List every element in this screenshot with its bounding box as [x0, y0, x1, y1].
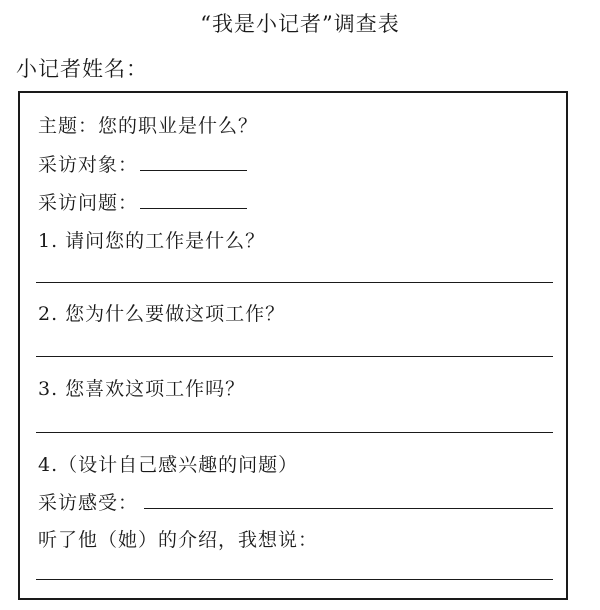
questions-row — [38, 188, 247, 215]
question-2: 2. 您为什么要做这项工作？ — [38, 303, 286, 325]
questions-blank[interactable] — [140, 190, 247, 209]
after-intro-text: 听了他（她）的介绍，我想说： — [38, 529, 319, 551]
survey-form-box — [18, 91, 568, 600]
feeling-label: 采访感受： — [38, 492, 139, 514]
topic-text: 主题：您的职业是什么？ — [38, 115, 259, 137]
interviewee-row — [38, 150, 247, 177]
reporter-name-label — [16, 53, 148, 83]
answer-line-3[interactable] — [36, 432, 553, 433]
question-3: 3. 您喜欢这项工作吗？ — [38, 378, 246, 400]
reporter-name-label-text: 小记者姓名： — [16, 57, 148, 81]
questions-label: 采访问题： — [38, 192, 139, 214]
interviewee-blank[interactable] — [140, 152, 247, 171]
page-title: “我是小记者”调查表 — [200, 12, 400, 36]
feeling-answer-line[interactable] — [144, 508, 553, 509]
answer-line-2[interactable] — [36, 356, 553, 357]
question-4: 4.（设计自己感兴趣的问题） — [38, 454, 299, 476]
answer-line-final[interactable] — [36, 579, 553, 580]
interviewee-label: 采访对象： — [38, 154, 139, 176]
answer-line-1[interactable] — [36, 282, 553, 283]
question-1: 1. 请问您的工作是什么？ — [38, 230, 266, 252]
